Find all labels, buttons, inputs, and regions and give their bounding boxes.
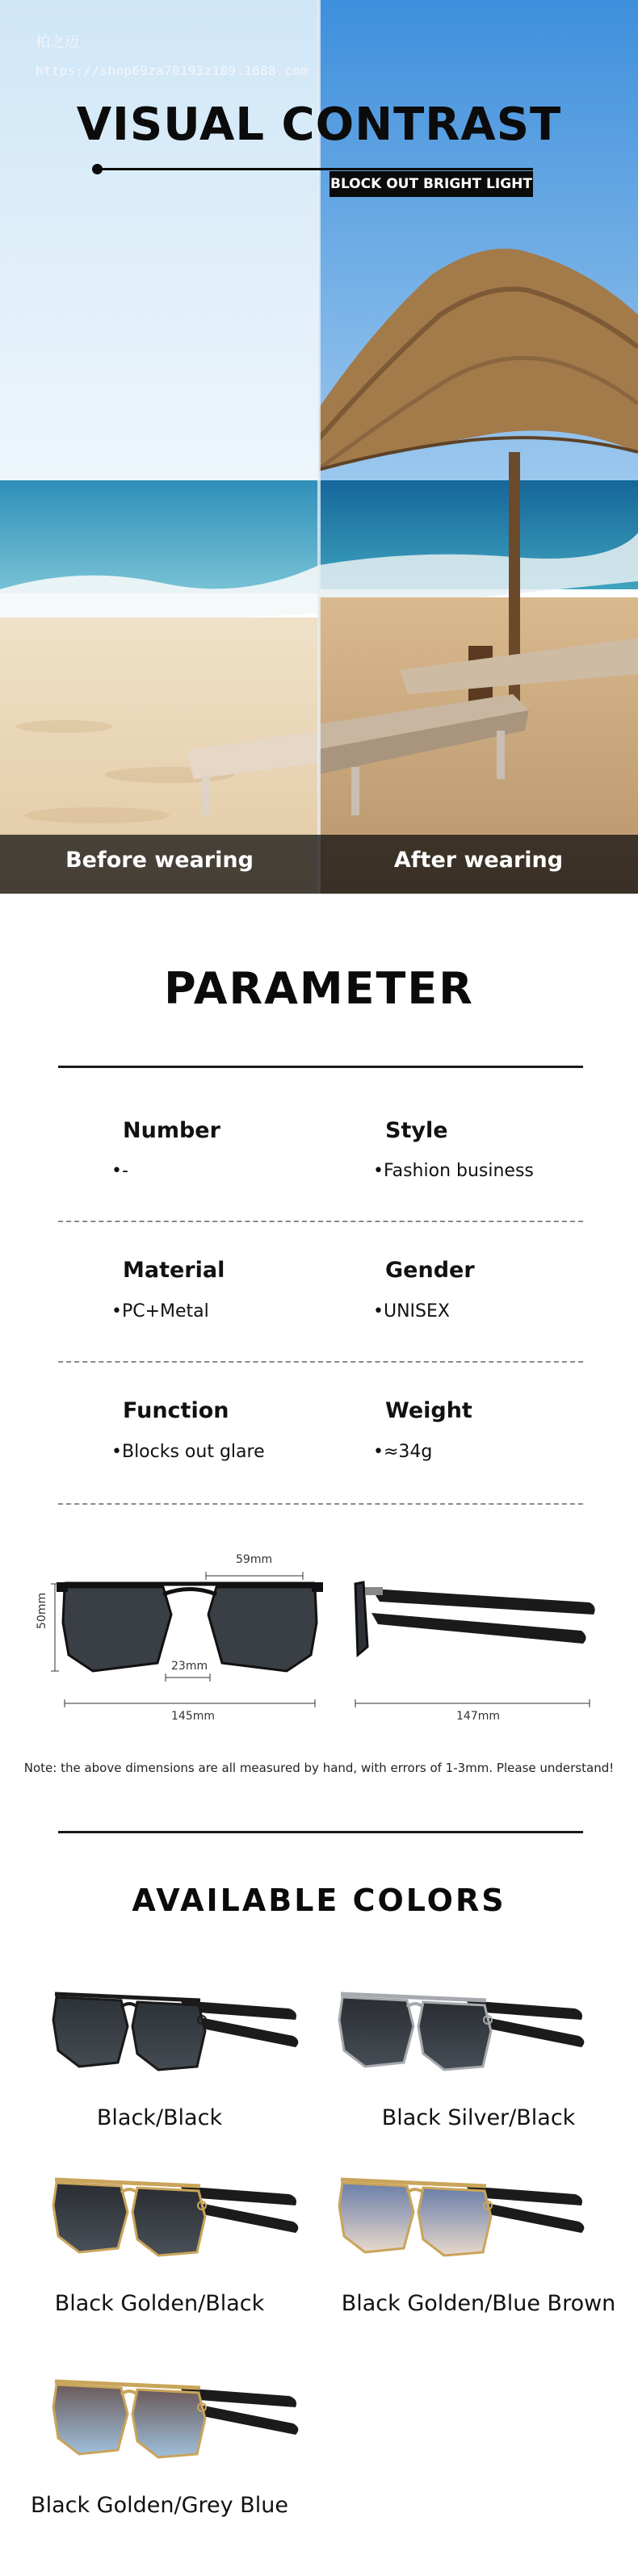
dimension-diagram <box>32 1534 614 1728</box>
shop-url-watermark: https://shop69za70193z189.1688.com <box>36 63 309 78</box>
front-view-glasses <box>57 1582 323 1671</box>
number-label: Number <box>123 1118 220 1143</box>
color-option-label: Black/Black <box>96 2105 223 2130</box>
style-label: Style <box>385 1118 448 1143</box>
gender-value: •UNISEX <box>373 1301 450 1322</box>
nose-measure: 23mm <box>171 1660 208 1673</box>
parameter-divider <box>58 1221 583 1222</box>
color-option-label: Black Golden/Black <box>54 2291 265 2316</box>
width-measure: 145mm <box>171 1710 215 1723</box>
color-option-label: Black Golden/Grey Blue <box>31 2493 288 2518</box>
parameter-divider <box>58 1361 583 1363</box>
function-label: Function <box>123 1398 229 1423</box>
parameter-title: PARAMETER <box>164 963 474 1014</box>
material-label: Material <box>123 1258 225 1283</box>
dimension-drawing <box>32 1534 614 1728</box>
number-value: •- <box>111 1161 128 1181</box>
style-value: •Fashion business <box>373 1161 534 1181</box>
color-option-label: Black Golden/Blue Brown <box>341 2291 616 2316</box>
parameter-top-rule <box>58 1066 583 1068</box>
gender-label: Gender <box>385 1258 475 1283</box>
sunglasses-image <box>47 1970 305 2094</box>
colors-top-rule <box>58 1831 583 1833</box>
before-wearing-label: Before wearing <box>65 848 254 873</box>
hero-title: VISUAL CONTRAST <box>76 98 562 151</box>
hero-badge: BLOCK OUT BRIGHT LIGHT <box>329 171 533 197</box>
dimension-note: Note: the above dimensions are all measured by hand, with errors of 1-3mm. Please understand! <box>23 1761 615 1775</box>
sunglasses-image <box>333 1970 591 2094</box>
available-colors-title: AVAILABLE COLORS <box>132 1883 506 1918</box>
title-underline <box>97 168 533 170</box>
color-option-label: Black Silver/Black <box>381 2105 576 2130</box>
material-value: •PC+Metal <box>111 1301 209 1322</box>
hero-visual-contrast <box>0 0 638 894</box>
function-value: •Blocks out glare <box>111 1442 265 1462</box>
sunglasses-image <box>47 2155 305 2280</box>
weight-label: Weight <box>385 1398 472 1423</box>
bridge-measure: 59mm <box>236 1553 273 1566</box>
sunglasses-image <box>47 2357 305 2482</box>
parameter-divider <box>58 1503 583 1505</box>
weight-value: •≈34g <box>373 1442 433 1462</box>
temple-measure: 147mm <box>456 1710 500 1723</box>
height-measure: 50mm <box>36 1592 48 1629</box>
side-view-glasses <box>355 1582 595 1655</box>
shop-name-watermark: 柏之迈 <box>36 34 79 51</box>
after-wearing-label: After wearing <box>393 848 564 873</box>
sunglasses-image <box>333 2155 591 2280</box>
